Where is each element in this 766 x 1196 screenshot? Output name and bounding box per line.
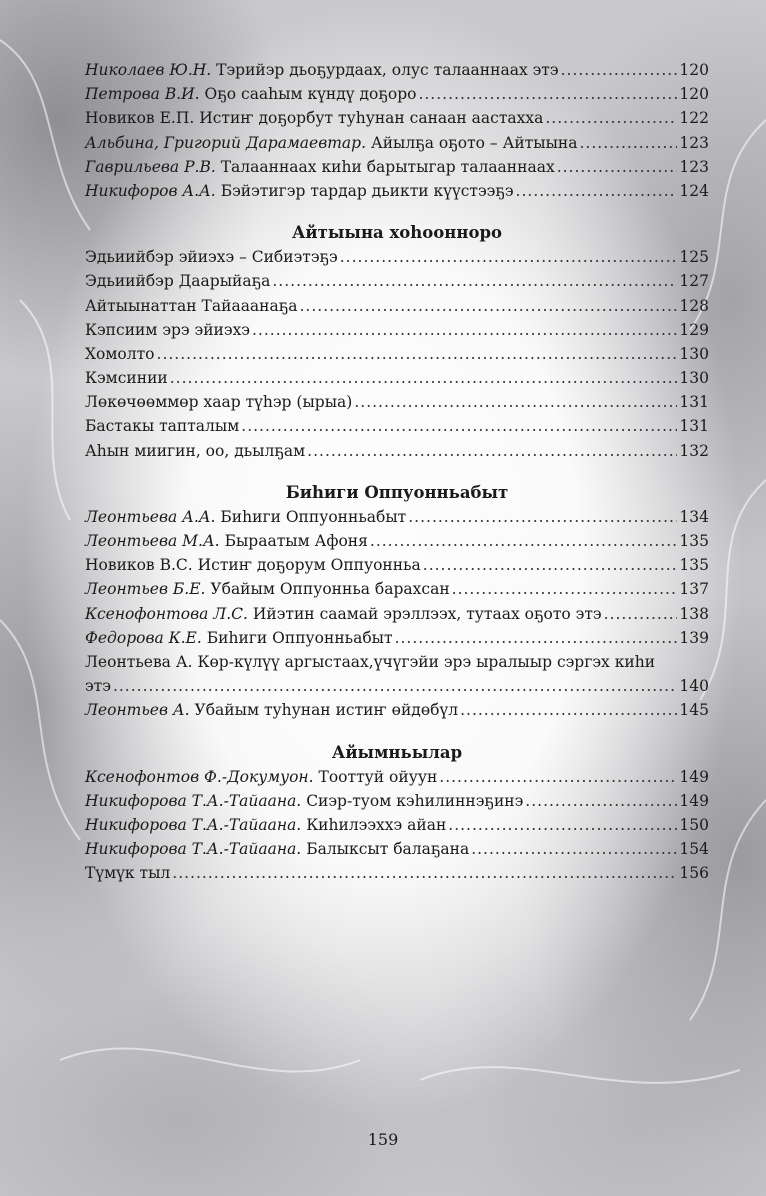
entry-page: 124: [679, 181, 709, 200]
toc-entry[interactable]: [85, 269, 709, 293]
entry-title: Хомолто: [85, 344, 155, 363]
entry-page: 149: [679, 767, 709, 786]
entry-page: 156: [679, 864, 709, 883]
entry-title: Убайым Оппуонньа барахсан: [210, 580, 450, 599]
entry-title: Балыксыт балаҕана: [306, 840, 470, 859]
entry-page: 137: [679, 580, 709, 599]
entry-author: Леонтьев Б.Е.: [85, 580, 206, 599]
entry-title: Айылҕа оҕото – Айтыына: [370, 133, 578, 152]
entry-author: Леонтьев А.: [85, 701, 190, 720]
entry-page: 131: [679, 417, 709, 436]
toc-entry[interactable]: [85, 861, 709, 885]
entry-title: Ийэтин саамай эрэллээх, тутаах оҕото этэ: [252, 604, 602, 623]
entry-title: Быраатым Афоня: [224, 532, 368, 550]
toc-entry[interactable]: [85, 390, 709, 414]
entry-title: Лөкөчөөммөр хаар түһэр (ырыа): [85, 393, 353, 412]
entry-author: Николаев Ю.Н.: [85, 61, 212, 79]
toc-entry[interactable]: [85, 366, 709, 390]
toc-entry[interactable]: [85, 414, 709, 438]
entry-page: 139: [679, 628, 709, 647]
entry-author: Никифоров А.А.: [85, 181, 216, 200]
section-heading: Биһиги Оппуонньабыт: [285, 482, 509, 502]
entry-title: Истиҥ доҕорбут туһунан санаан аастахха: [199, 109, 544, 128]
entry-title: Эдьиийбэр эйиэхэ – Сибиэтэҕэ: [85, 248, 338, 267]
entry-author: Новиков В.С.: [85, 556, 193, 575]
toc-entry[interactable]: [85, 577, 709, 601]
toc-entry[interactable]: [85, 505, 709, 529]
toc-entry[interactable]: [85, 439, 709, 463]
toc-entry[interactable]: [85, 318, 709, 342]
entry-title: Оҕо сааһым күндү доҕоро: [204, 85, 417, 104]
toc-entry[interactable]: [85, 765, 709, 789]
entry-title: Истиҥ доҕорум Оппуонньа: [197, 556, 421, 575]
entry-title: Биһиги Оппуонньабыт: [206, 628, 393, 647]
toc-entry[interactable]: [85, 82, 709, 106]
entry-title: Биһиги Оппуонньабыт: [220, 507, 407, 526]
toc-entry[interactable]: [85, 179, 709, 203]
entry-author: Никифорова Т.А.-Тайаана.: [85, 815, 302, 834]
toc-entry[interactable]: [85, 626, 709, 650]
entry-page: 145: [679, 701, 709, 720]
entry-author: Новиков Е.П.: [85, 109, 195, 128]
entry-title: Убайым туһунан истиҥ өйдөбүл: [194, 701, 459, 720]
entry-author: Ксенофонтов Ф.-Докумуон.: [85, 767, 314, 786]
entry-page: 120: [679, 61, 709, 79]
page-number: 159: [367, 1130, 399, 1149]
entry-page: 127: [679, 272, 709, 291]
entry-title: Көр-күлүү аргыстаах,үчүгэйи эрэ ыралыыр сэргэх киһи: [197, 652, 656, 671]
toc-entry[interactable]: [85, 529, 709, 553]
toc-entry[interactable]: [85, 602, 709, 626]
toc-entry-wrapped-line2[interactable]: [85, 674, 709, 698]
entry-page: 150: [679, 815, 709, 834]
entry-title: Кэпсиим эрэ эйиэхэ: [85, 320, 250, 339]
entry-page: 120: [679, 85, 709, 104]
entry-author: Леонтьева М.А.: [85, 532, 220, 550]
entry-page: 134: [679, 507, 709, 526]
entry-page: 130: [679, 344, 709, 363]
section-heading: Айтыына хоһооннoро: [291, 223, 503, 243]
entry-title: Аһын миигин, оо, дьылҕам: [85, 441, 306, 460]
entry-title: Айтыынаттан Тайааанаҕа: [85, 296, 298, 315]
toc-entry[interactable]: [85, 106, 709, 130]
entry-page: 138: [679, 604, 709, 623]
table-of-contents: [85, 58, 709, 885]
entry-author: Никифорова Т.А.-Тайаана.: [85, 840, 302, 859]
entry-title: Түмүк тыл: [85, 864, 171, 883]
entry-page: 135: [679, 532, 709, 550]
toc-entry[interactable]: [85, 813, 709, 837]
toc-entry[interactable]: [85, 155, 709, 179]
section-heading: Айымньылар: [331, 742, 463, 762]
entry-title: этэ: [85, 677, 111, 696]
toc-entry-wrapped-line1[interactable]: [85, 650, 709, 674]
entry-author: Леонтьева А.: [85, 652, 193, 671]
toc-entry[interactable]: [85, 837, 709, 861]
toc-entry[interactable]: [85, 698, 709, 722]
entry-author: Федорова К.Е.: [85, 628, 202, 647]
toc-entry[interactable]: [85, 294, 709, 318]
entry-page: 154: [679, 840, 709, 859]
entry-title: Сиэр-туом кэһилиннэҕинэ: [306, 791, 524, 810]
entry-author: Гаврильева Р.В.: [85, 157, 216, 176]
entry-page: 140: [679, 677, 709, 696]
entry-title: Эдьиийбэр Даарыйаҕа: [85, 272, 271, 291]
entry-title: Талааннаах киһи барытыгар талааннаах: [220, 157, 555, 176]
entry-author: Никифорова Т.А.-Тайаана.: [85, 791, 302, 810]
entry-title: Киһилээххэ айан: [306, 815, 447, 834]
toc-entry[interactable]: [85, 342, 709, 366]
entry-author: Петрова В.И.: [85, 85, 200, 104]
entry-page: 128: [679, 296, 709, 315]
entry-page: 130: [679, 369, 709, 388]
entry-page: 125: [679, 248, 709, 267]
entry-title: Тооттуй ойуун: [318, 767, 438, 786]
entry-page: 122: [679, 109, 709, 128]
entry-page: 135: [679, 556, 709, 575]
toc-entry[interactable]: [85, 131, 709, 155]
toc-entry[interactable]: [85, 789, 709, 813]
entry-page: 149: [679, 791, 709, 810]
entry-page: 129: [679, 320, 709, 339]
entry-page: 132: [679, 441, 709, 460]
toc-entry[interactable]: [85, 553, 709, 577]
entry-author: Леонтьева А.А.: [85, 507, 216, 526]
toc-entry[interactable]: [85, 245, 709, 269]
toc-entry[interactable]: [85, 58, 709, 82]
entry-author: Альбина, Григорий Дарамаевтар.: [85, 133, 367, 152]
entry-title: Бастакы тапталым: [85, 417, 240, 436]
entry-title: Тэрийэр дьоҕурдаах, олус талааннаах этэ: [216, 61, 559, 79]
entry-page: 123: [679, 157, 709, 176]
entry-page: 131: [679, 393, 709, 412]
entry-title: Бэйэтигэр тардар дьикти күүстээҕэ: [220, 181, 514, 200]
entry-author: Ксенофонтова Л.С.: [85, 604, 248, 623]
entry-title: Кэмсинии: [85, 369, 168, 388]
entry-page: 123: [679, 133, 709, 152]
